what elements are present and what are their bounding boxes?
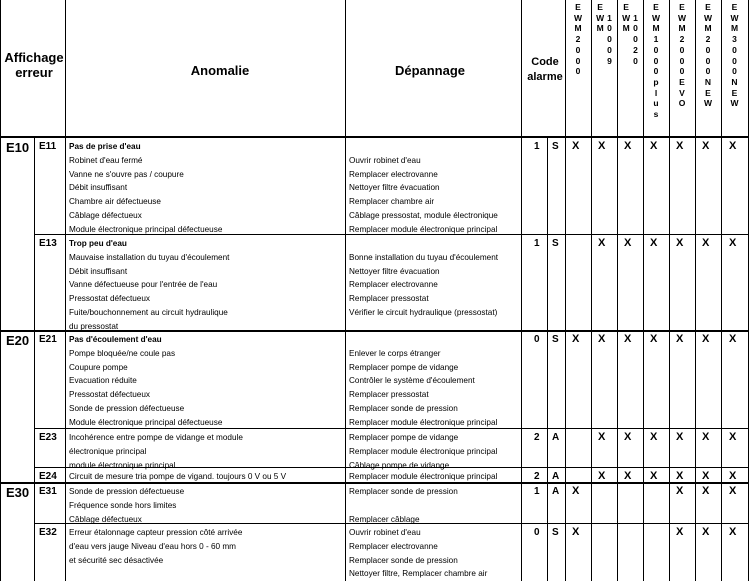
- model-mark: X: [676, 237, 684, 249]
- model-mark: X: [729, 526, 737, 538]
- model-header-letter: 0: [633, 23, 638, 34]
- anomaly-line: Mauvaise installation du tuyau d'écoulement: [69, 252, 230, 262]
- anomaly-line: Evacuation réduite: [69, 376, 137, 386]
- depannage-line: Remplacer sonde de pression: [349, 487, 458, 496]
- model-header-letter: 0: [575, 55, 581, 66]
- grid-hline: [0, 482, 749, 484]
- model-header-letter: 2: [705, 34, 711, 45]
- model-header-letter: N: [704, 76, 712, 87]
- depannage-line: Enlever le corps étranger: [349, 348, 441, 358]
- anomaly-line: du pressostat: [69, 321, 119, 331]
- error-code: E11: [39, 141, 57, 152]
- header-depannage: Dépannage: [394, 63, 466, 78]
- model-mark: X: [676, 470, 684, 482]
- model-header-letter: M: [730, 23, 739, 34]
- anomaly-line: d'eau vers jauge Niveau d'eau hors 0 - 60 mm: [69, 541, 236, 551]
- model-mark: X: [729, 485, 737, 497]
- model-header-letter: 0: [732, 44, 737, 55]
- model-header-letter: 0: [653, 55, 659, 66]
- model-header-letter: p: [653, 76, 659, 87]
- depannage-line: Câblage pressostat, module électronique: [349, 211, 498, 220]
- model-header-letter: E: [597, 2, 603, 12]
- alarm-letter: S: [552, 238, 559, 249]
- model-header-letter: 0: [607, 34, 612, 45]
- model-header-letter: E: [679, 76, 685, 87]
- model-header-letter: W: [730, 98, 739, 109]
- model-mark: X: [624, 431, 632, 443]
- anomaly-line: Câblage défectueux: [69, 211, 142, 220]
- model-mark: X: [572, 333, 580, 345]
- model-mark: X: [676, 431, 684, 443]
- model-header-letter: 1: [653, 34, 659, 45]
- model-header-letter: 0: [732, 66, 737, 77]
- model-header-letter: u: [653, 98, 659, 109]
- anomaly-line: Vanne défectueuse pour l'entrée de l'eau: [69, 280, 218, 290]
- alarm-number: 1: [534, 486, 540, 497]
- alarm-letter: S: [552, 141, 559, 152]
- depannage-line: Remplacer pompe de vidange: [349, 433, 459, 442]
- depannage-line: Remplacer sonde de pression: [349, 404, 458, 413]
- model-mark: X: [650, 237, 658, 249]
- anomaly-line: Fuite/bouchonnement au circuit hydraulique: [69, 308, 228, 317]
- anomaly-line: Module électronique principal défectueuse: [69, 224, 223, 234]
- model-header-letter: E: [679, 2, 685, 12]
- error-code: E21: [39, 334, 57, 345]
- model-mark: X: [702, 526, 710, 538]
- model-mark: X: [729, 431, 737, 443]
- model-header-letter: M: [678, 23, 686, 34]
- depannage-line: Remplacer sonde de pression: [349, 555, 458, 565]
- model-header-letter: M: [704, 23, 712, 34]
- model-mark: X: [650, 470, 658, 482]
- model-mark: X: [729, 333, 737, 345]
- alarm-letter: S: [552, 527, 559, 538]
- alarm-number: 2: [534, 432, 540, 443]
- anomaly-line: et sécurité sec désactivée: [69, 555, 164, 565]
- model-header-letter: s: [653, 109, 659, 120]
- anomaly-line: Câblage défectueux: [69, 514, 142, 524]
- anomaly-line: Chambre air défectueuse: [69, 197, 161, 207]
- alarm-letter: A: [552, 471, 560, 482]
- grid-hline: [0, 136, 749, 138]
- model-header-letter: W: [730, 12, 739, 23]
- error-code: E32: [39, 527, 57, 538]
- depannage-line: Câblage pompe de vidange: [349, 460, 450, 470]
- model-header-letter: 0: [575, 66, 581, 77]
- grid-vline: [695, 0, 696, 581]
- model-mark: X: [702, 333, 710, 345]
- depannage-line: Remplacer câblage: [349, 514, 420, 524]
- model-header-letter: 0: [705, 44, 711, 55]
- depannage-line: Vérifier le circuit hydraulique (pressostat): [349, 308, 498, 317]
- grid-vline: [643, 0, 644, 581]
- model-mark: X: [729, 140, 737, 152]
- anomaly-line: Pressostat défectueux: [69, 294, 151, 304]
- error-code: E31: [39, 486, 57, 497]
- model-header-ewm2000new: [695, 2, 721, 109]
- model-header-letter: W: [677, 12, 687, 23]
- depannage-line: Ouvrir robinet d'eau: [349, 528, 421, 537]
- header-anomalie: Anomalie: [190, 63, 250, 78]
- alarm-letter: A: [552, 432, 560, 443]
- anomaly-line: Coupure pompe: [69, 362, 128, 372]
- depannage-line: Remplacer module électronique principal: [349, 224, 498, 234]
- model-header-ewm2000: [565, 2, 591, 77]
- model-header-letter: M: [574, 23, 582, 34]
- model-mark: X: [702, 431, 710, 443]
- depannage-line: Remplacer electrovanne: [349, 280, 438, 290]
- model-header-letter: E: [705, 87, 711, 98]
- model-header-letter: 2: [575, 34, 581, 45]
- grid-vline: [65, 0, 66, 581]
- model-header-letter: 0: [679, 55, 685, 66]
- model-mark: X: [702, 237, 710, 249]
- anomaly-line: Sonde de pression défectueuse: [69, 404, 185, 413]
- model-header-ewm100020: [617, 2, 643, 66]
- depannage-line: Remplacer module électronique principal: [349, 446, 498, 456]
- anomaly-line: module électronique principal: [69, 460, 176, 470]
- depannage-line: Nettoyer filtre évacuation: [349, 183, 440, 193]
- model-mark: X: [702, 470, 710, 482]
- model-header-letter: W: [703, 12, 713, 23]
- error-code: E23: [39, 432, 57, 443]
- depannage-line: Contrôler le système d'écoulement: [349, 376, 475, 386]
- anomaly-line: Robinet d'eau fermé: [69, 155, 143, 165]
- depannage-line: Remplacer pressostat: [349, 294, 429, 304]
- model-mark: X: [650, 140, 658, 152]
- model-mark: X: [676, 333, 684, 345]
- alarm-number: 2: [534, 471, 540, 482]
- model-mark: X: [729, 237, 737, 249]
- alarm-letter: A: [552, 486, 560, 497]
- grid-vline: [669, 0, 670, 581]
- model-mark: X: [598, 431, 606, 443]
- model-header-letter: 1: [607, 12, 612, 23]
- grid-hline: [34, 428, 749, 429]
- grid-vline: [748, 0, 749, 581]
- model-header-letter: W: [573, 12, 583, 23]
- anomaly-line: Sonde de pression défectueuse: [69, 487, 185, 496]
- model-header-letter: E: [623, 2, 629, 12]
- model-header-letter: V: [679, 87, 685, 98]
- model-header-letter: 0: [705, 66, 711, 77]
- model-header-letter: M: [596, 23, 604, 34]
- anomaly-line: Pressostat défectueux: [69, 390, 151, 400]
- model-mark: X: [729, 470, 737, 482]
- anomaly-line: Incohérence entre pompe de vidange et module: [69, 433, 243, 442]
- alarm-number: 0: [534, 527, 540, 538]
- model-header-letter: 0: [653, 44, 659, 55]
- model-header-letter: E: [731, 87, 738, 98]
- model-header-letter: E: [731, 2, 738, 12]
- anomaly-title: Pas de prise d'eau: [69, 142, 141, 151]
- model-mark: X: [598, 237, 606, 249]
- depannage-line: Remplacer pressostat: [349, 390, 429, 400]
- model-mark: X: [598, 333, 606, 345]
- depannage-line: Remplacer module électronique principal: [349, 417, 498, 427]
- model-header-letter: 9: [607, 55, 612, 66]
- model-mark: X: [702, 485, 710, 497]
- model-header-letter: 0: [732, 55, 737, 66]
- model-header-ewm2000evo: [669, 2, 695, 109]
- model-mark: X: [676, 140, 684, 152]
- error-code: E13: [39, 238, 57, 249]
- anomaly-line: Débit insuffisant: [69, 266, 128, 276]
- model-mark: X: [702, 140, 710, 152]
- depannage-line: Remplacer electrovanne: [349, 169, 438, 179]
- anomaly-line: électronique principal: [69, 446, 147, 456]
- alarm-letter: S: [552, 334, 559, 345]
- model-header-letter: M: [652, 23, 660, 34]
- model-header-letter: l: [654, 87, 658, 98]
- depannage-line: Ouvrir robinet d'eau: [349, 155, 421, 165]
- model-header-letter: 0: [575, 44, 581, 55]
- model-header-letter: 1: [633, 12, 638, 23]
- model-mark: X: [650, 333, 658, 345]
- model-header-letter: W: [651, 12, 661, 23]
- anomaly-line: Vanne ne s'ouvre pas / coupure: [69, 169, 184, 179]
- model-header-letter: 3: [732, 34, 737, 45]
- model-header-ewm1000plus: [643, 2, 669, 120]
- model-header-letter: 0: [653, 66, 659, 77]
- depannage-line: Nettoyer filtre, Remplacer chambre air: [349, 569, 488, 579]
- grid-vline: [34, 138, 35, 581]
- model-header-letter: 2: [633, 44, 638, 55]
- model-mark: X: [624, 140, 632, 152]
- grid-vline: [0, 0, 1, 581]
- model-mark: X: [624, 470, 632, 482]
- model-header-ewm10009: [591, 2, 617, 66]
- model-header-letter: W: [622, 12, 631, 23]
- error-group: E30: [6, 485, 30, 500]
- anomaly-line: Module électronique principal défectueuse: [69, 417, 223, 427]
- model-mark: X: [598, 140, 606, 152]
- model-header-letter: 0: [607, 44, 612, 55]
- anomaly-title: Pas d'écoulement d'eau: [69, 335, 162, 344]
- anomaly-line: Pompe bloquée/ne coule pas: [69, 348, 176, 358]
- header-affichage: Affichage erreur: [4, 50, 64, 80]
- depannage-line: Remplacer pompe de vidange: [349, 362, 459, 372]
- model-header-letter: 0: [633, 55, 638, 66]
- model-mark: X: [676, 526, 684, 538]
- grid-vline: [617, 0, 618, 581]
- model-header-letter: 2: [679, 34, 685, 45]
- model-mark: X: [572, 485, 580, 497]
- model-header-letter: N: [731, 76, 738, 87]
- alarm-number: 1: [534, 141, 540, 152]
- alarm-number: 0: [534, 334, 540, 345]
- model-mark: X: [624, 333, 632, 345]
- model-header-letter: O: [678, 98, 686, 109]
- grid-vline: [345, 0, 346, 581]
- grid-vline: [547, 138, 548, 581]
- model-header-letter: 0: [705, 55, 711, 66]
- depannage-line: Remplacer module électronique principal: [349, 472, 498, 481]
- model-header-letter: 0: [679, 66, 685, 77]
- model-mark: X: [676, 485, 684, 497]
- model-header-letter: E: [575, 2, 581, 12]
- model-mark: X: [572, 526, 580, 538]
- model-mark: X: [572, 140, 580, 152]
- model-mark: X: [624, 237, 632, 249]
- model-header-ewm3000new: [721, 2, 748, 109]
- error-group: E10: [6, 140, 30, 155]
- grid-vline: [521, 0, 522, 581]
- header-code-alarme: Code alarme: [527, 56, 563, 83]
- model-header-letter: W: [703, 98, 713, 109]
- depannage-line: Remplacer chambre air: [349, 197, 435, 207]
- anomaly-line: Circuit de mesure tria pompe de vigand. toujours 0 V ou 5 V: [69, 472, 287, 481]
- model-mark: X: [650, 431, 658, 443]
- model-mark: X: [598, 470, 606, 482]
- model-header-letter: 0: [633, 34, 638, 45]
- error-code: E24: [39, 471, 57, 482]
- grid-vline: [565, 0, 566, 581]
- depannage-line: Remplacer electrovanne: [349, 541, 438, 551]
- anomaly-line: Débit insuffisant: [69, 183, 128, 193]
- depannage-line: Nettoyer filtre évacuation: [349, 266, 440, 276]
- grid-vline: [591, 0, 592, 581]
- model-header-letter: E: [705, 2, 711, 12]
- model-header-letter: W: [596, 12, 605, 23]
- model-header-letter: E: [653, 2, 659, 12]
- model-header-letter: 0: [679, 44, 685, 55]
- alarm-number: 1: [534, 238, 540, 249]
- grid-vline: [721, 0, 722, 581]
- anomaly-line: Erreur étalonnage capteur pression côté arrivée: [69, 528, 243, 537]
- error-group: E20: [6, 333, 30, 348]
- model-header-letter: M: [622, 23, 630, 34]
- depannage-line: Bonne installation du tuyau d'écoulement: [349, 252, 499, 262]
- anomaly-line: Fréquence sonde hors limites: [69, 500, 177, 510]
- model-header-letter: 0: [607, 23, 612, 34]
- anomaly-title: Trop peu d'eau: [69, 239, 127, 248]
